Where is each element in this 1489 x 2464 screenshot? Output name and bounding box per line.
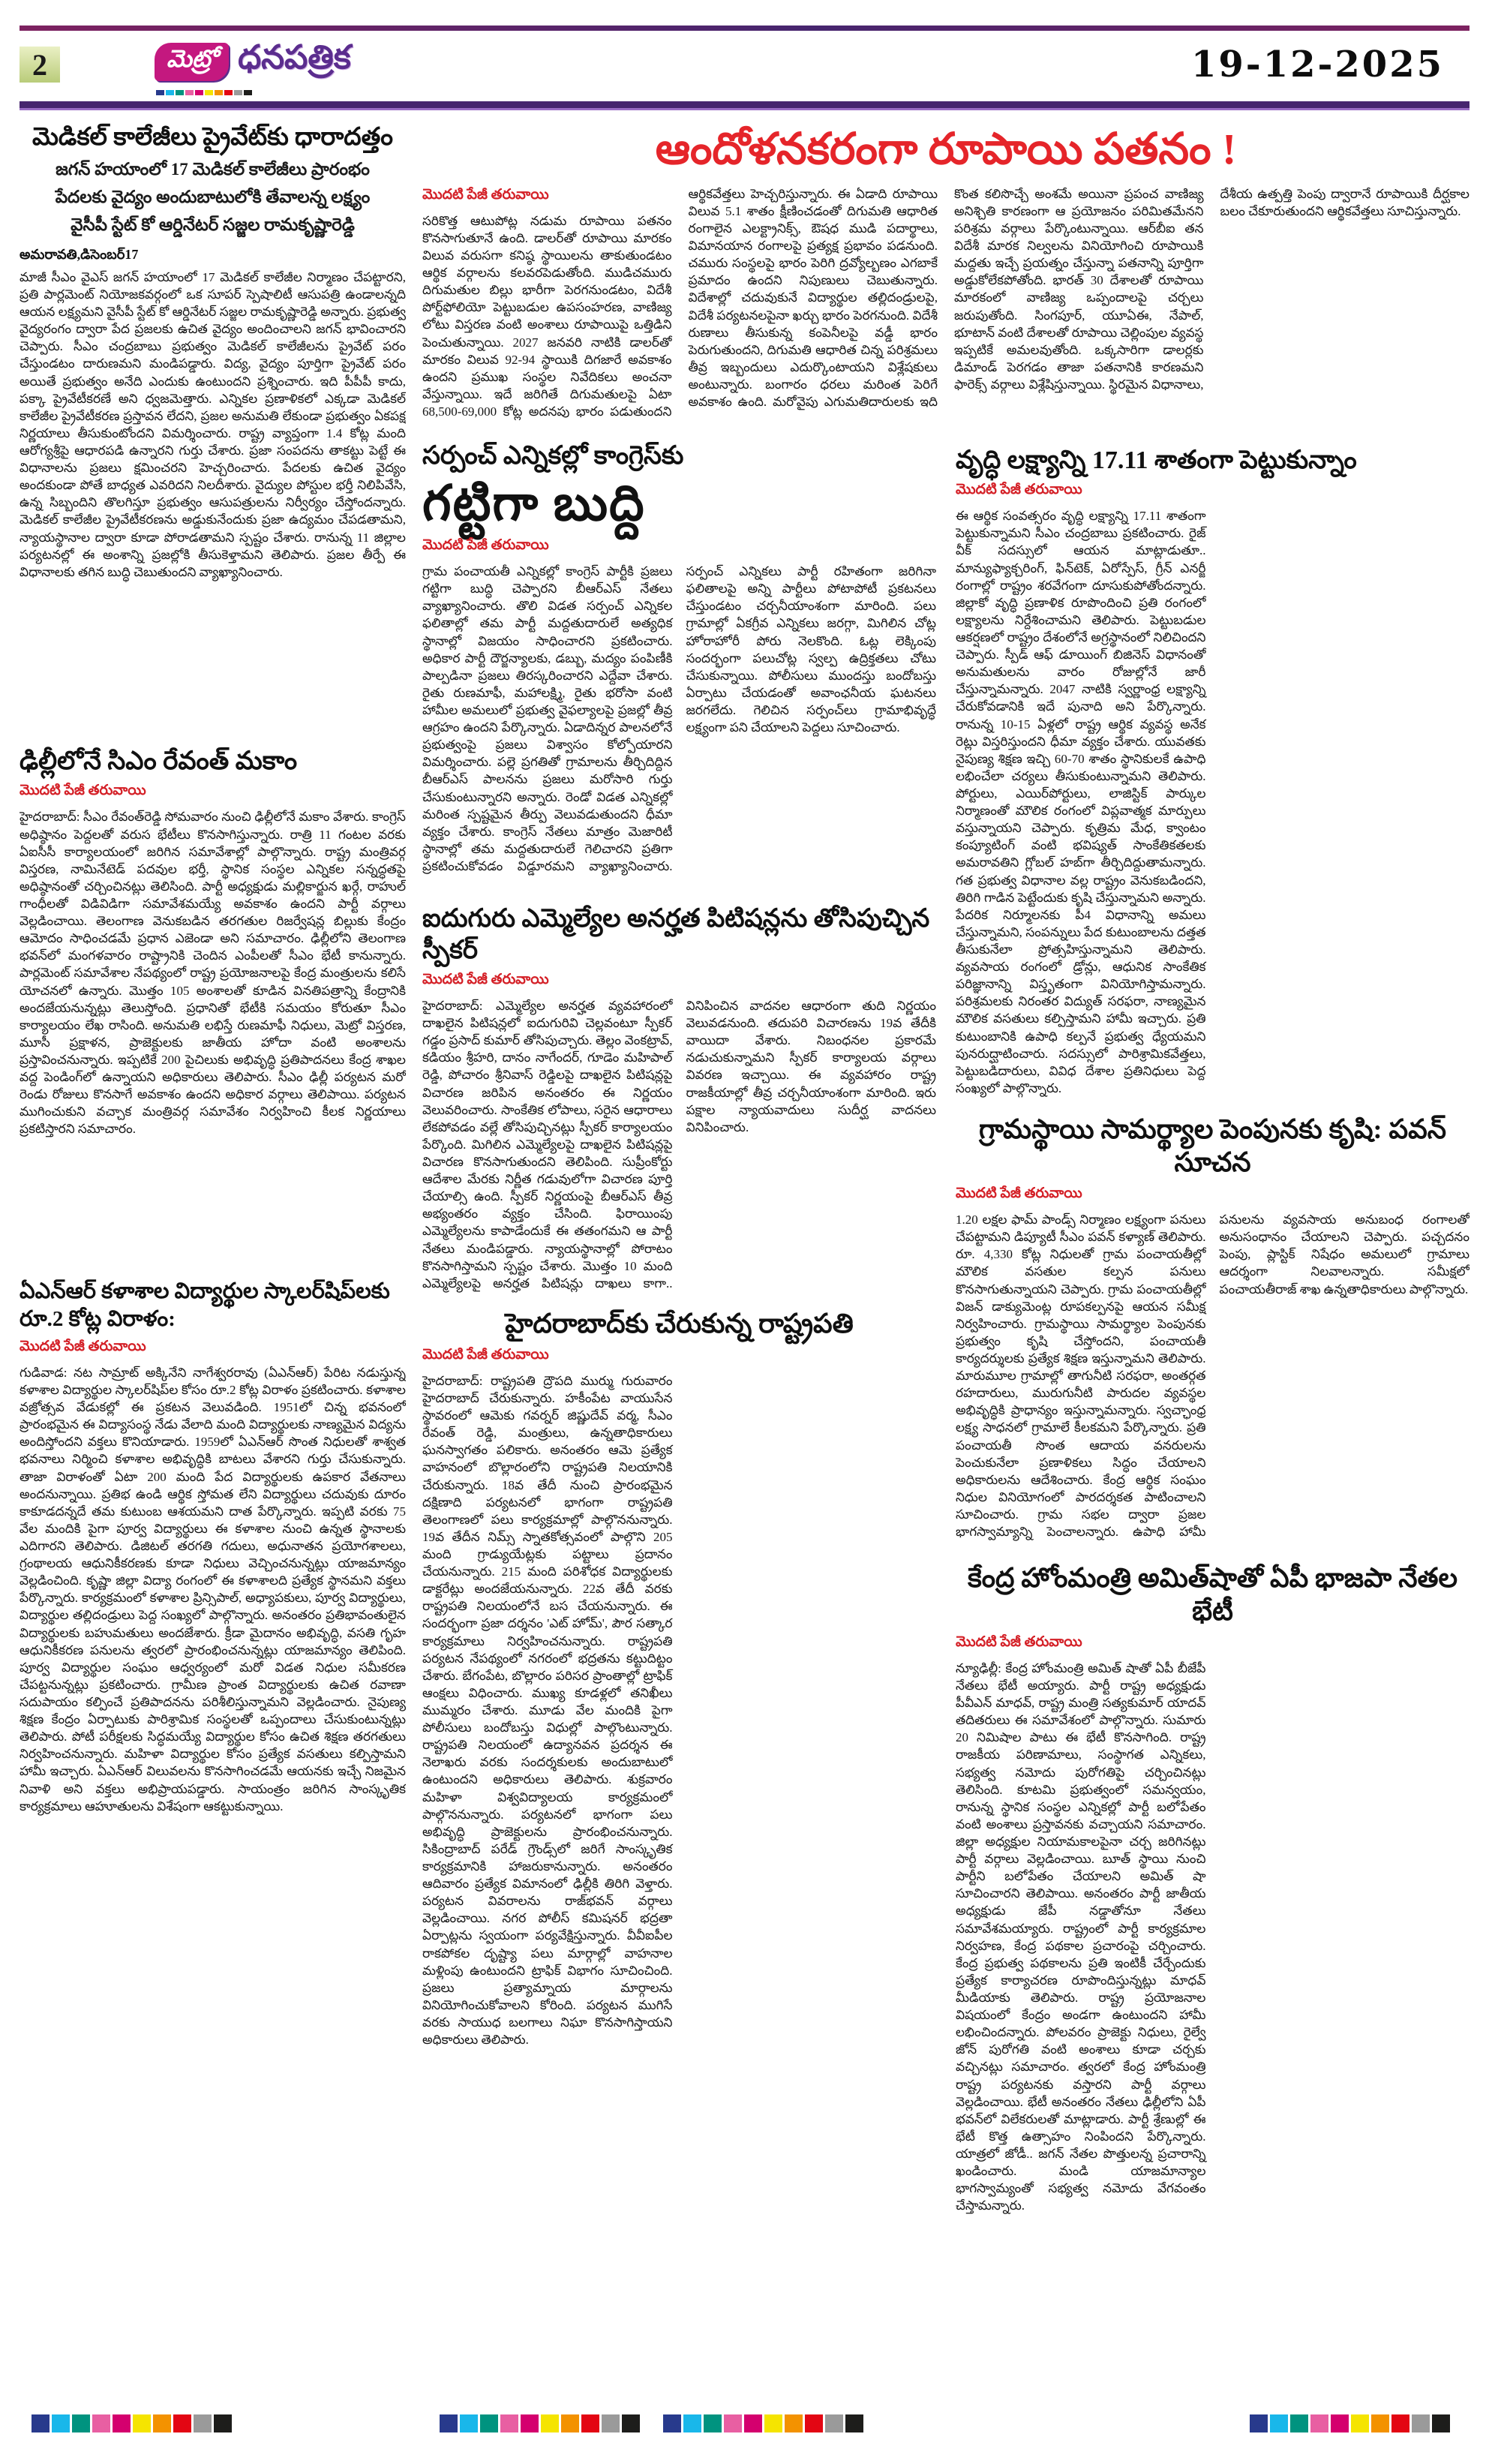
registration-color-bar — [440, 2414, 640, 2432]
kicker-sarpanch: సర్పంచ్ ఎన్నికల్లో కాంగ్రెస్‌కు — [422, 441, 684, 470]
issue-date: 19-12-2025 — [1190, 44, 1444, 86]
article-amitshah-meeting — [956, 1562, 1469, 2335]
article-medical-colleges — [20, 124, 406, 734]
medical-subhead-3: వైసీపీ స్టేట్ కో ఆర్డినేటర్ సజ్జల రామకృష్ణారెడ్డి — [71, 215, 355, 234]
continuation-tag: మొదటి పేజీ తరువాయి — [422, 972, 549, 988]
masthead-logo — [143, 37, 363, 92]
registration-color-bar — [1250, 2414, 1450, 2432]
headline-anr-scholarship: ఏఎన్ఆర్ కళాశాల విద్యార్థుల స్కాలర్‌షిప్‌లకు రూ.2 కోట్ల విరాళం: — [20, 1279, 390, 1331]
continuation-tag: మొదటి పేజీ తరువాయి — [422, 537, 549, 554]
headline-speaker-petitions: ఐదుగురు ఎమ్మెల్యేల అనర్హత పిటిషన్లను తోసిపుచ్చిన స్పీకర్ — [422, 905, 930, 964]
continuation-tag: మొదటి పేజీ తరువాయి — [20, 783, 146, 799]
rupee-article-body: సరికొత్త ఆటుపోట్ల నడుమ రూపాయి పతనం కొనసాగుతూనే ఉంది. డాలర్‌తో రూపాయి మారకం విలువ వరుసగా కనిష్ఠ స్థాయిలను తాకుతుండటం ఆర్థిక వర్గాలను కలవరపెడుతోంది. ముడిచమురు దిగుమతుల బిల్లు భారీగా పెరగనుండటం, విదేశీ పోర్ట్‌ఫోలియో పెట్టుబడుల ఉపసంహరణ, వాణిజ్య లోటు విస్తరణ వంటి అంశాలు రూపాయిపై ఒత్తిడిని పెంచుతున్నాయి. 2027 జనవరి నాటికి డాలర్‌తో మారకం విలువ 92-94 స్థాయికి దిగజారే అవకాశం ఉందని ప్రముఖ సంస్థల నివేదికలు అంచనా వేస్తున్నాయి. ఇదే జరిగితే దిగుమతులపై ఏటా 68,500-69,000 కోట్ల అదనపు భారం పడుతుందని ఆర్థికవేత్తలు హెచ్చరిస్తున్నారు. ఈ ఏడాది రూపాయి విలువ 5.1 శాతం క్షీణించడంతో దిగుమతి ఆధారిత రంగాలైన ఎలక్ట్రానిక్స్, ఔషధ ముడి పదార్థాలు, విమానయాన రంగాలపై ప్రత్యక్ష ప్రభావం పడనుంది. చమురు సంస్థలపై భారం పెరిగి ద్రవ్యోల్బణం ఎగబాకే ప్రమాదం ఉందని నిపుణులు చెబుతున్నారు. విదేశాల్లో చదువుకునే విద్యార్థుల తల్లిదండ్రులపై, విదేశీ పర్యటనలపైనా ఖర్చు భారం పెరగనుంది. విదేశీ రుణాలు తీసుకున్న కంపెనీలపై వడ్డీ భారం పెరుగుతుందని, దిగుమతి ఆధారిత చిన్న పరిశ్రమలు తీవ్ర ఇబ్బందులు ఎదుర్కొంటాయని విశ్లేషకులు అంటున్నారు. బంగారం ధరలు మరింత పెరిగే అవకాశం ఉంది. మరోవైపు ఎగుమతిదారులకు ఇది కొంత కలిసొచ్చే అంశమే అయినా ప్రపంచ వాణిజ్య అనిశ్చితి కారణంగా ఆ ప్రయోజనం పరిమితమేనని పరిశ్రమ వర్గాలు పేర్కొంటున్నాయి. ఆర్‌బీఐ తన విదేశీ మారక నిల్వలను వినియోగించి రూపాయికి మద్దతు ఇచ్చే ప్రయత్నం చేస్తున్నా పతనాన్ని పూర్తిగా అడ్డుకోలేకపోతోంది. భారత్ 30 దేశాలతో రూపాయి మారకంలో వాణిజ్య ఒప్పందాలపై చర్చలు జరుపుతోంది. సింగపూర్, యూఏఈ, నేపాల్, భూటాన్ వంటి దేశాలతో రూపాయి చెల్లింపుల వ్యవస్థ ఇప్పటికే అమలవుతోంది. ఒక్కసారిగా డాలర్లకు డిమాండ్ పెరగడం తాజా పతనానికి కారణమని ఫారెక్స్ వర్గాలు విశ్లేషిస్తున్నాయి. స్థిరమైన విధానాలు, దేశీయ ఉత్పత్తి పెంపు ద్వారానే రూపాయికి దీర్ఘకాల బలం చేకూరుతుందని ఆర్థికవేత్తలు సూచిస్తున్నారు. — [422, 186, 1469, 419]
medical-article-body: మాజీ సీఎం వైఎస్ జగన్ హయాంలో 17 మెడికల్ కాలేజీల నిర్మాణం చేపట్టారని, ప్రతి పార్లమెంట్ నియోజకవర్గంలో ఒక సూపర్ స్పెషాలిటీ ఆసుపత్రి ఉండాలన్నది ఆయన లక్ష్యమని వైసీపీ స్టేట్ కో ఆర్డినేటర్ సజ్జల రామకృష్ణారెడ్డి అన్నారు. ప్రభుత్వ వైద్యరంగం ద్వారా పేద ప్రజలకు ఉచిత వైద్యం అందించాలని జగన్ భావించారని చెప్పారు. సీఎం చంద్రబాబు ప్రభుత్వం మెడికల్ కాలేజీలను ప్రైవేట్ పరం చేస్తుండటం దారుణమని మండిపడ్డారు. విద్య, వైద్యం పూర్తిగా ప్రైవేట్ పరం అయితే ప్రభుత్వం అనేది ఎందుకు ఉంటుందని ప్రశ్నించారు. ఇది పీపీపీ కాదు, పక్కా ప్రైవేటీకరణే అని ధ్వజమెత్తారు. ఎన్నికల ప్రణాళికలో ఎక్కడా మెడికల్ కాలేజీల ప్రైవేటీకరణ ప్రస్తావన లేదని, ప్రజల అనుమతి లేకుండా ప్రభుత్వం ఏకపక్ష నిర్ణయాలు తీసుకుంటోందని విమర్శించారు. రాష్ట్ర వ్యాప్తంగా 1.4 కోట్ల మంది ఆరోగ్యశ్రీపై ఆధారపడి ఉన్నారని గుర్తు చేశారు. ప్రజా సంపదను తాకట్టు పెట్టే ఈ విధానాలను ప్రజలు క్షమించరని హెచ్చరించారు. పేదలకు ఉచిత వైద్యం అందకుండా పోతే బాధ్యత ఎవరిదని నిలదీశారు. వైద్యుల పోస్టుల భర్తీ నిలిపివేసి, ఉన్న సిబ్బందిని తొలగిస్తూ ప్రభుత్వం ఆసుపత్రులను నిర్వీర్యం చేస్తోందన్నారు. మెడికల్ కాలేజీల ప్రైవేటీకరణను అడ్డుకునేందుకు ప్రజా ఉద్యమం చేపడతామని, న్యాయస్థానాల ద్వారా కూడా పోరాడతామని స్పష్టం చేశారు. రానున్న 11 జిల్లాల పర్యటనల్లో ఈ అంశాన్ని ప్రజల్లోకి తీసుకెళ్తామని తెలిపారు. ప్రజల తీర్పే ఈ విధానాలకు తగిన బుద్ధి చెబుతుందని వ్యాఖ్యానించారు. — [20, 269, 406, 579]
sarpanch-article-body: గ్రామ పంచాయతీ ఎన్నికల్లో కాంగ్రెస్ పార్టీకి ప్రజలు గట్టిగా బుద్ధి చెప్పారని బీఆర్ఎస్ నేతలు వ్యాఖ్యానించారు. తొలి విడత సర్పంచ్ ఎన్నికల ఫలితాల్లో తమ పార్టీ మద్దతుదారులే అత్యధిక స్థానాల్లో విజయం సాధించారని ప్రకటించారు. అధికార పార్టీ దౌర్జన్యాలకు, డబ్బు, మద్యం పంపిణీకి పాల్పడినా ప్రజలు తిరస్కరించారని ఎద్దేవా చేశారు. రైతు రుణమాఫీ, మహాలక్ష్మి, రైతు భరోసా వంటి హామీల అమలులో ప్రభుత్వ వైఫల్యాలపై ప్రజల్లో తీవ్ర ఆగ్రహం ఉందని పేర్కొన్నారు. ఏడాదిన్నర పాలనలోనే ప్రభుత్వంపై ప్రజలు విశ్వాసం కోల్పోయారని విమర్శించారు. పల్లె ప్రగతితో గ్రామాలను తీర్చిదిద్దిన బీఆర్ఎస్ పాలనను ప్రజలు మరోసారి గుర్తు చేసుకుంటున్నారని అన్నారు. రెండో విడత ఎన్నికల్లో మరింత స్పష్టమైన తీర్పు వెలువడుతుందని ధీమా వ్యక్తం చేశారు. కాంగ్రెస్ నేతలు మాత్రం మెజారిటీ స్థానాల్లో తమ మద్దతుదారులే గెలిచారని ప్రతిగా ప్రకటించుకోవడం విడ్డూరమని వ్యాఖ్యానించారు. సర్పంచ్ ఎన్నికలు పార్టీ రహితంగా జరిగినా ఫలితాలపై అన్ని పార్టీలు పోటాపోటీ ప్రకటనలు చేస్తుండటం చర్చనీయాంశంగా మారింది. పలు గ్రామాల్లో ఏకగ్రీవ ఎన్నికలు జరగ్గా, మిగిలిన చోట్ల హోరాహోరీ పోరు నెలకొంది. ఓట్ల లెక్కింపు సందర్భంగా పలుచోట్ల స్వల్ప ఉద్రిక్తతలు చోటు చేసుకున్నాయి. పోలీసులు ముందస్తు బందోబస్తు ఏర్పాటు చేయడంతో అవాంఛనీయ ఘటనలు జరగలేదు. గెలిచిన సర్పంచ్‌లు గ్రామాభివృద్ధే లక్ష్యంగా పని చేయాలని పెద్దలు సూచించారు. — [422, 564, 936, 873]
lower-right-half — [956, 439, 1469, 2352]
pawan-article-columns — [956, 1211, 1469, 1550]
president-article-columns — [422, 1372, 936, 2340]
continuation-tag: మొదటి పేజీ తరువాయి — [422, 1346, 549, 1363]
registration-color-bar — [663, 2414, 863, 2432]
speaker-article-body: హైదరాబాద్: ఎమ్మెల్యేల అనర్హత వ్యవహారంలో దాఖలైన పిటిషన్లలో ఐదుగురివి చెల్లవంటూ స్పీకర్ గడ్డం ప్రసాద్ కుమార్ తోసిపుచ్చారు. తెల్లం వెంకట్రావ్, కడియం శ్రీహరి, దానం నాగేందర్, గూడెం మహిపాల్ రెడ్డి, పోచారం శ్రీనివాస్ రెడ్డిలపై దాఖలైన పిటిషన్లపై విచారణ జరిపిన అనంతరం ఈ నిర్ణయం వెలువరించారు. సాంకేతిక లోపాలు, సరైన ఆధారాలు లేకపోవడం వల్లే తోసిపుచ్చినట్లు స్పీకర్ కార్యాలయం పేర్కొంది. మిగిలిన ఎమ్మెల్యేలపై దాఖలైన పిటిషన్లపై విచారణ కొనసాగుతుందని తెలిపింది. సుప్రీంకోర్టు ఆదేశాల మేరకు నిర్ణీత గడువులోగా విచారణ పూర్తి చేయాల్సి ఉంది. స్పీకర్ నిర్ణయంపై బీఆర్ఎస్ తీవ్ర అభ్యంతరం వ్యక్తం చేసింది. ఫిరాయింపు ఎమ్మెల్యేలను కాపాడేందుకే ఈ తతంగమని ఆ పార్టీ నేతలు మండిపడ్డారు. న్యాయస్థానాల్లో పోరాటం కొనసాగిస్తామని స్పష్టం చేశారు. మొత్తం 10 మంది ఎమ్మెల్యేలపై అనర్హత పిటిషన్లు దాఖలు కాగా.. వినిపించిన వాదనల ఆధారంగా తుది నిర్ణయం వెలువడనుంది. తదుపరి విచారణను 19వ తేదీకి వాయిదా వేశారు. నిబంధనల ప్రకారమే నడుచుకున్నామని స్పీకర్ కార్యాలయ వర్గాలు వివరణ ఇచ్చాయి. ఈ వ్యవహారం రాష్ట్ర రాజకీయాల్లో తీవ్ర చర్చనీయాంశంగా మారింది. ఇరు పక్షాల న్యాయవాదులు సుదీర్ఘ వాదనలు వినిపించారు. — [422, 999, 936, 1291]
article-growth-target — [956, 445, 1469, 1101]
delhi-article-body: హైదరాబాద్: సీఎం రేవంత్‌రెడ్డి సోమవారం నుంచి ఢిల్లీలోనే మకాం వేశారు. కాంగ్రెస్ అధిష్ఠానం పెద్దలతో వరుస భేటీలు కొనసాగిస్తున్నారు. రాత్రి 11 గంటల వరకు ఏఐసీసీ కార్యాలయంలో జరిగిన సమావేశాల్లో పాల్గొన్నారు. రాష్ట్ర మంత్రివర్గ విస్తరణ, నామినేటెడ్ పదవుల భర్తీ, స్థానిక సంస్థల ఎన్నికల సన్నద్ధతపై అధిష్ఠానంతో చర్చించినట్లు తెలిసింది. పార్టీ అధ్యక్షుడు మల్లికార్జున ఖర్గే, రాహుల్ గాంధీలతో విడివిడిగా సమావేశమయ్యే అవకాశం ఉందని పార్టీ వర్గాలు వెల్లడించాయి. తెలంగాణ వెనుకబడిన తరగతుల రిజర్వేషన్ల బిల్లుకు కేంద్రం ఆమోదం సాధించడమే ప్రధాన ఎజెండా అని సమాచారం. ఢిల్లీలోని తెలంగాణ భవన్‌లో మంగళవారం రాష్ట్రానికి చెందిన ఎంపీలతో సీఎం భేటీ కానున్నారు. పార్లమెంట్ సమావేశాల నేపథ్యంలో రాష్ట్ర ప్రయోజనాలపై కేంద్ర మంత్రులను కలిసే యోచనలో ఉన్నారు. మొత్తం 105 అంశాలతో కూడిన వినతిపత్రాన్ని కేంద్రానికి అందజేయనున్నట్లు తెలుస్తోంది. ప్రధానితో భేటీకి సమయం కోరుతూ సీఎం కార్యాలయం లేఖ రాసింది. అనుమతి లభిస్తే రుణమాఫీ నిధులు, మెట్రో విస్తరణ, మూసీ ప్రక్షాళన, ప్రాజెక్టులకు జాతీయ హోదా వంటి అంశాలను ప్రస్తావించనున్నారు. ఇప్పటికే 200 పైచిలుకు అభివృద్ధి ప్రతిపాదనలు కేంద్ర శాఖల వద్ద పెండింగ్‌లో ఉన్నాయని అధికారులు తెలిపారు. సీఎం ఢిల్లీ పర్యటన మరో రెండు రోజులు కొనసాగే అవకాశం ఉందని అధికార వర్గాలు తెలిపాయి. పర్యటన ముగించుకుని వచ్చాక మంత్రివర్గ సమావేశం నిర్వహించి కీలక నిర్ణయాలు ప్రకటిస్తారని సమాచారం. — [20, 810, 406, 1137]
continuation-tag: మొదటి పేజీ తరువాయి — [956, 482, 1082, 498]
continuation-tag: మొదటి పేజీ తరువాయి — [20, 1338, 146, 1354]
medical-subhead-2: పేదలకు వైద్యం అందుబాటులోకి తేవాలన్న లక్ష్యం — [55, 187, 371, 206]
headline-amitshah-meeting: కేంద్ర హోంమంత్రి అమిత్‌షాతో ఏపీ భాజపా నేతల భేటీ — [967, 1563, 1458, 1626]
headline-medical-colleges: మెడికల్ కాలేజీలు ప్రైవేట్‌కు ధారాదత్తం — [32, 124, 393, 151]
print-registration-bars — [0, 2414, 1489, 2434]
right-region — [422, 122, 1469, 2374]
masthead-primary-text: మెట్రో — [155, 43, 229, 81]
registration-color-bar — [32, 2414, 232, 2432]
headline-revanth-delhi: ఢిల్లీలోనే సిఎం రేవంత్ మకాం — [20, 747, 298, 775]
rupee-article-columns — [422, 185, 1469, 427]
continuation-tag: మొదటి పేజీ తరువాయి — [956, 1185, 1082, 1202]
headline-president-hyderabad: హైదరాబాద్‌కు చేరుకున్న రాష్ట్రపతి — [505, 1309, 854, 1339]
article-sarpanch-congress — [422, 442, 936, 891]
amitshah-article-columns — [956, 1660, 1469, 2335]
article-rupee-fall — [422, 125, 1469, 427]
president-article-body: హైదరాబాద్: రాష్ట్రపతి ద్రౌపది ముర్ము గురువారం హైదరాబాద్ చేరుకున్నారు. హకీంపేట వాయుసేన స్థావరంలో ఆమెకు గవర్నర్ జిష్ణుదేవ్ వర్మ, సీఎం రేవంత్ రెడ్డి, మంత్రులు, ఉన్నతాధికారులు ఘనస్వాగతం పలికారు. అనంతరం ఆమె ప్రత్యేక వాహనంలో బొల్లారంలోని రాష్ట్రపతి నిలయానికి చేరుకున్నారు. 18వ తేదీ నుంచి ప్రారంభమైన దక్షిణాది పర్యటనలో భాగంగా రాష్ట్రపతి తెలంగాణలో పలు కార్యక్రమాల్లో పాల్గొననున్నారు. 19వ తేదీన నిమ్స్ స్నాతకోత్సవంలో పాల్గొని 205 మంది గ్రాడ్యుయేట్లకు పట్టాలు ప్రదానం చేయనున్నారు. 215 మంది పరిశోధక విద్యార్థులకు డాక్టరేట్లు అందజేయనున్నారు. 22వ తేదీ వరకు రాష్ట్రపతి నిలయంలోనే బస చేయనున్నారు. ఈ సందర్భంగా ప్రజా దర్శనం 'ఎట్ హోమ్', పౌర సత్కార కార్యక్రమాలు నిర్వహించనున్నారు. రాష్ట్రపతి పర్యటన నేపథ్యంలో నగరంలో భద్రతను కట్టుదిట్టం చేశారు. బేగంపేట, బొల్లారం పరిసర ప్రాంతాల్లో ట్రాఫిక్ ఆంక్షలు విధించారు. ముఖ్య కూడళ్లలో తనిఖీలు ముమ్మరం చేశారు. మూడు వేల మందికి పైగా పోలీసులు బందోబస్తు విధుల్లో పాల్గొంటున్నారు. రాష్ట్రపతి నిలయంలో ఉద్యానవన ప్రదర్శన ఈ నెలాఖరు వరకు సందర్శకులకు అందుబాటులో ఉంటుందని అధికారులు తెలిపారు. శుక్రవారం మహిళా విశ్వవిద్యాలయ కార్యక్రమంలో పాల్గొననున్నారు. పర్యటనలో భాగంగా పలు అభివృద్ధి ప్రాజెక్టులను ప్రారంభించనున్నారు. సికింద్రాబాద్ పరేడ్ గ్రౌండ్స్‌లో జరిగే సాంస్కృతిక కార్యక్రమానికి హాజరుకానున్నారు. అనంతరం ఆదివారం ప్రత్యేక విమానంలో ఢిల్లీకి తిరిగి వెళ్తారు. పర్యటన వివరాలను రాజ్‌భవన్ వర్గాలు వెల్లడించాయి. నగర పోలీస్ కమిషనర్ భద్రతా ఏర్పాట్లను స్వయంగా పర్యవేక్షిస్తున్నారు. వీవీఐపీల రాకపోకల దృష్ట్యా పలు మార్గాల్లో వాహనాల మళ్లింపు ఉంటుందని ట్రాఫిక్ విభాగం సూచించింది. ప్రజలు ప్రత్యామ్నాయ మార్గాలను వినియోగించుకోవాలని కోరింది. పర్యటన ముగిసే వరకు సాయుధ బలగాలు నిఘా కొనసాగిస్తాయని అధికారులు తెలిపారు. — [422, 1373, 673, 2048]
masthead-color-strip — [156, 90, 252, 95]
page-header — [0, 31, 1489, 100]
medical-subhead-1: జగన్ హయాంలో 17 మెడికల్ కాలేజీలు ప్రారంభం — [56, 159, 370, 179]
page-number: 2 — [20, 47, 60, 83]
anr-article-body: గుడివాడ: నట సామ్రాట్ అక్కినేని నాగేశ్వరరావు (ఏఎన్ఆర్) పేరిట నడుస్తున్న కళాశాల విద్యార్థుల స్కాలర్‌షిప్‌ల కోసం రూ.2 కోట్ల విరాళం ప్రకటించారు. కళాశాల వజ్రోత్సవ వేడుకల్లో ఈ ప్రకటన వెలువడింది. 1951లో చిన్న భవనంలో ప్రారంభమైన ఈ విద్యాసంస్థ నేడు వేలాది మంది విద్యార్థులకు నాణ్యమైన విద్యను అందిస్తోందని వక్తలు కొనియాడారు. 1959లో ఏఎన్ఆర్ సొంత నిధులతో శాశ్వత భవనాలు నిర్మించి కళాశాల అభివృద్ధికి బాటలు వేశారని గుర్తు చేసుకున్నారు. తాజా విరాళంతో ఏటా 200 మంది పేద విద్యార్థులకు ఉపకార వేతనాలు అందనున్నాయి. ప్రతిభ ఉండి ఆర్థిక స్తోమత లేని విద్యార్థులు చదువుకు దూరం కాకూడదన్నదే తమ కుటుంబ ఆశయమని దాత పేర్కొన్నారు. ఇప్పటి వరకు 75 వేల మందికి పైగా పూర్వ విద్యార్థులు ఈ కళాశాల నుంచి ఉన్నత స్థానాలకు ఎదిగారని తెలిపారు. డిజిటల్ తరగతి గదులు, అధునాతన ప్రయోగశాలలు, గ్రంథాలయ ఆధునికీకరణకు కూడా నిధులు వెచ్చించనున్నట్లు యాజమాన్యం వెల్లడించింది. కృష్ణా జిల్లా విద్యా రంగంలో ఈ కళాశాలది ప్రత్యేక స్థానమని వక్తలు పేర్కొన్నారు. కార్యక్రమంలో కళాశాల ప్రిన్సిపాల్, అధ్యాపకులు, పూర్వ విద్యార్థులు, విద్యార్థుల తల్లిదండ్రులు పెద్ద సంఖ్యలో పాల్గొన్నారు. అనంతరం ప్రతిభావంతులైన విద్యార్థులకు బహుమతులు అందజేశారు. క్రీడా మైదానం అభివృద్ధి, వసతి గృహ ఆధునికీకరణ పనులను త్వరలో ప్రారంభించనున్నట్లు యాజమాన్యం తెలిపింది. పూర్వ విద్యార్థుల సంఘం ఆధ్వర్యంలో మరో విడత నిధుల సమీకరణ చేపట్టనున్నట్లు ప్రకటించారు. గ్రామీణ ప్రాంత విద్యార్థులకు ఉచిత రవాణా సదుపాయం కల్పించే ప్రతిపాదనను పరిశీలిస్తున్నామని వెల్లడించారు. నైపుణ్య శిక్షణ కేంద్రం ఏర్పాటుకు పారిశ్రామిక సంస్థలతో ఒప్పందాలు చేసుకుంటున్నట్లు తెలిపారు. పోటీ పరీక్షలకు సిద్ధమయ్యే విద్యార్థుల కోసం ఉచిత శిక్షణ తరగతులు నిర్వహించనున్నారు. మహిళా విద్యార్థుల కోసం ప్రత్యేక వసతులు కల్పిస్తామని హామీ ఇచ్చారు. ఏఎన్ఆర్ విలువలను కొనసాగించడమే ఆయనకు ఇచ్చే నిజమైన నివాళి అని వక్తలు అభిప్రాయపడ్డారు. సాయంత్రం జరిగిన సాంస్కృతిక కార్యక్రమాలు ఆహూతులను విశేషంగా ఆకట్టుకున్నాయి. — [20, 1365, 406, 1813]
growth-article-columns — [956, 507, 1469, 1101]
continuation-tag: మొదటి పేజీ తరువాయి — [956, 1633, 1082, 1650]
masthead-secondary-text: ధనపత్రిక — [238, 39, 351, 76]
lower-right-grid — [422, 439, 1469, 2352]
sarpanch-article-columns — [422, 563, 936, 891]
page-content — [0, 110, 1489, 2374]
headline-sarpanch-lesson: గట్టిగా బుద్ది — [422, 476, 646, 531]
medical-dateline: అమరావతి,డిసెంబర్17 — [20, 246, 139, 262]
article-president-hyderabad — [422, 1308, 936, 2340]
header-rule — [20, 101, 1469, 110]
article-anr-scholarship — [20, 1278, 406, 2362]
headline-pawan-village: గ్రామస్థాయి సామర్థ్యాల పెంపునకు కృషి: పవన్ సూచన — [979, 1114, 1446, 1178]
speaker-article-columns — [422, 997, 936, 1296]
article-speaker-petitions — [422, 903, 936, 1296]
amitshah-article-body: న్యూఢిల్లీ: కేంద్ర హోంమంత్రి అమిత్ షాతో ఏపీ బీజేపీ నేతలు భేటీ అయ్యారు. పార్టీ రాష్ట్ర అధ్యక్షుడు పీవీఎన్ మాధవ్, రాష్ట్ర మంత్రి సత్యకుమార్ యాదవ్ తదితరులు ఈ సమావేశంలో పాల్గొన్నారు. సుమారు 20 నిమిషాల పాటు ఈ భేటీ కొనసాగింది. రాష్ట్ర రాజకీయ పరిణామాలు, సంస్థాగత ఎన్నికలు, సభ్యత్వ నమోదు పురోగతిపై చర్చించినట్లు తెలిసింది. కూటమి ప్రభుత్వంలో సమన్వయం, రానున్న స్థానిక సంస్థల ఎన్నికల్లో పార్టీ బలోపేతం వంటి అంశాలు ప్రస్తావనకు వచ్చాయని సమాచారం. జిల్లా అధ్యక్షుల నియామకాలపైనా చర్చ జరిగినట్లు పార్టీ వర్గాలు వెల్లడించాయి. బూత్ స్థాయి నుంచి పార్టీని బలోపేతం చేయాలని అమిత్ షా సూచించారని తెలిపాయి. అనంతరం పార్టీ జాతీయ అధ్యక్షుడు జేపీ నడ్డాతోనూ నేతలు సమావేశమయ్యారు. రాష్ట్రంలో పార్టీ కార్యక్రమాల నిర్వహణ, కేంద్ర పథకాల ప్రచారంపై చర్చించారు. కేంద్ర ప్రభుత్వ పథకాలను ప్రతి ఇంటికీ చేర్చేందుకు ప్రత్యేక కార్యాచరణ రూపొందిస్తున్నట్లు మాధవ్ మీడియాకు తెలిపారు. రాష్ట్ర ప్రయోజనాల విషయంలో కేంద్రం అండగా ఉంటుందని హామీ లభించిందన్నారు. పోలవరం ప్రాజెక్టు నిధులు, రైల్వే జోన్ పురోగతి వంటి అంశాలు కూడా చర్చకు వచ్చినట్లు సమాచారం. త్వరలో కేంద్ర హోంమంత్రి రాష్ట్ర పర్యటనకు వస్తారని పార్టీ వర్గాలు వెల్లడించాయి. భేటీ అనంతరం నేతలు ఢిల్లీలోని ఏపీ భవన్‌లో విలేకరులతో మాట్లాడారు. పార్టీ శ్రేణుల్లో ఈ భేటీ కొత్త ఉత్సాహం నింపిందని పేర్కొన్నారు. యాత్రలో జోడీ.. జగన్ నేతల పొత్తులన్న ప్రచారాన్ని ఖండించారు. మండి యాజమాన్యాల భాగస్వామ్యంతో సభ్యత్వ నమోదు వేగవంతం చేస్తామన్నారు. — [956, 1660, 1206, 2213]
growth-article-body: ఈ ఆర్థిక సంవత్సరం వృద్ధి లక్ష్యాన్ని 17.11 శాతంగా పెట్టుకున్నామని సీఎం చంద్రబాబు ప్రకటించారు. రైజ్ వీక్ సదస్సులో ఆయన మాట్లాడుతూ.. మాన్యుఫ్యాక్చరింగ్, ఫిన్‌టెక్, ఏరోస్పేస్, గ్రీన్ ఎనర్జీ రంగాల్లో రాష్ట్రం శరవేగంగా దూసుకుపోతోందన్నారు. జిల్లాకో వృద్ధి ప్రణాళిక రూపొందించి ప్రతి రంగంలో లక్ష్యాలను నిర్దేశించామని తెలిపారు. పెట్టుబడుల ఆకర్షణలో రాష్ట్రం దేశంలోనే అగ్రస్థానంలో నిలిచిందని చెప్పారు. స్పీడ్ ఆఫ్ డూయింగ్ బిజినెస్ విధానంతో అనుమతులను వారం రోజుల్లోనే జారీ చేస్తున్నామన్నారు. 2047 నాటికి స్వర్ణాంధ్ర లక్ష్యాన్ని చేరుకోవడానికి ఇదే పునాది అని పేర్కొన్నారు. రానున్న 10-15 ఏళ్లలో రాష్ట్ర ఆర్థిక వ్యవస్థ అనేక రెట్లు విస్తరిస్తుందని ధీమా వ్యక్తం చేశారు. యువతకు నైపుణ్య శిక్షణ ఇచ్చి 60-70 శాతం స్థానికులకే ఉపాధి లభించేలా చర్యలు తీసుకుంటున్నామని తెలిపారు. పోర్టులు, ఎయిర్‌పోర్టులు, లాజిస్టిక్ పార్కుల నిర్మాణంతో మౌలిక రంగంలో విప్లవాత్మక మార్పులు వస్తున్నాయని చెప్పారు. కృత్రిమ మేధ, క్వాంటం కంప్యూటింగ్ వంటి భవిష్యత్ సాంకేతికతలకు అమరావతిని గ్లోబల్ హబ్‌గా తీర్చిదిద్దుతామన్నారు. గత ప్రభుత్వ విధానాల వల్ల రాష్ట్రం వెనుకబడిందని, తిరిగి గాడిన పెట్టేందుకు కృషి చేస్తున్నామని అన్నారు. పేదరిక నిర్మూలనకు పీ4 విధానాన్ని అమలు చేస్తున్నామని, సంపన్నులు పేద కుటుంబాలను దత్తత తీసుకునేలా ప్రోత్సహిస్తున్నామని తెలిపారు. వ్యవసాయ రంగంలో డ్రోన్లు, ఆధునిక సాంకేతిక పరిజ్ఞానాన్ని విస్తృతంగా వినియోగిస్తామన్నారు. పరిశ్రమలకు నిరంతర విద్యుత్ సరఫరా, నాణ్యమైన మౌలిక వసతులు కల్పిస్తామని హామీ ఇచ్చారు. ప్రతి కుటుంబానికి ఉపాధి కల్పనే ప్రభుత్వ ధ్యేయమని పునరుద్ఘాటించారు. సదస్సులో పారిశ్రామికవేత్తలు, పెట్టుబడిదారులు, వివిధ దేశాల ప్రతినిధులు పెద్ద సంఖ్యలో పాల్గొన్నారు. — [956, 509, 1206, 1095]
lower-left-half — [422, 439, 936, 2352]
top-accent-strip — [20, 26, 1469, 31]
continuation-tag: మొదటి పేజీ తరువాయి — [422, 186, 549, 203]
headline-rupee-fall: ఆందోళనకరంగా రూపాయి పతనం ! — [655, 125, 1237, 173]
pawan-article-body: 1.20 లక్షల ఫామ్ పాండ్స్ నిర్మాణం లక్ష్యంగా పనులు చేపట్టామని డిప్యూటీ సీఎం పవన్ కళ్యాణ్ తెలిపారు. రూ. 4,330 కోట్ల నిధులతో గ్రామ పంచాయతీల్లో మౌలిక వసతుల కల్పన పనులు కొనసాగుతున్నాయని చెప్పారు. గ్రామ పంచాయతీల్లో విజన్ డాక్యుమెంట్ల రూపకల్పనపై ఆయన సమీక్ష నిర్వహించారు. గ్రామస్థాయి సామర్థ్యాల పెంపునకు ప్రభుత్వం కృషి చేస్తోందని, పంచాయతీ కార్యదర్శులకు ప్రత్యేక శిక్షణ ఇస్తున్నామని తెలిపారు. మారుమూల గ్రామాల్లో తాగునీటి సరఫరా, అంతర్గత రహదారులు, మురుగునీటి పారుదల వ్యవస్థల అభివృద్ధికి ప్రాధాన్యం ఇస్తున్నామన్నారు. స్వచ్ఛాంధ్ర లక్ష్య సాధనలో గ్రామాలే కీలకమని పేర్కొన్నారు. ప్రతి పంచాయతీ సొంత ఆదాయ వనరులను పెంచుకునేలా ప్రణాళికలు సిద్ధం చేయాలని అధికారులను ఆదేశించారు. కేంద్ర ఆర్థిక సంఘం నిధుల వినియోగంలో పారదర్శకత పాటించాలని సూచించారు. గ్రామ సభల ద్వారా ప్రజల భాగస్వామ్యాన్ని పెంచాలన్నారు. ఉపాధి హామీ పనులను వ్యవసాయ అనుబంధ రంగాలతో అనుసంధానం చేయాలని చెప్పారు. పచ్చదనం పెంపు, ప్లాస్టిక్ నిషేధం అమలులో గ్రామాలు ఆదర్శంగా నిలవాలన్నారు. సమీక్షలో పంచాయతీరాజ్ శాఖ ఉన్నతాధికారులు పాల్గొన్నారు. — [956, 1212, 1469, 1540]
article-revanth-delhi — [20, 746, 406, 1266]
article-pawan-village — [956, 1113, 1469, 1550]
left-column — [20, 122, 406, 2374]
headline-growth-target: వృద్ధి లక్ష్యాన్ని 17.11 శాతంగా పెట్టుకున్నాం — [956, 446, 1357, 474]
